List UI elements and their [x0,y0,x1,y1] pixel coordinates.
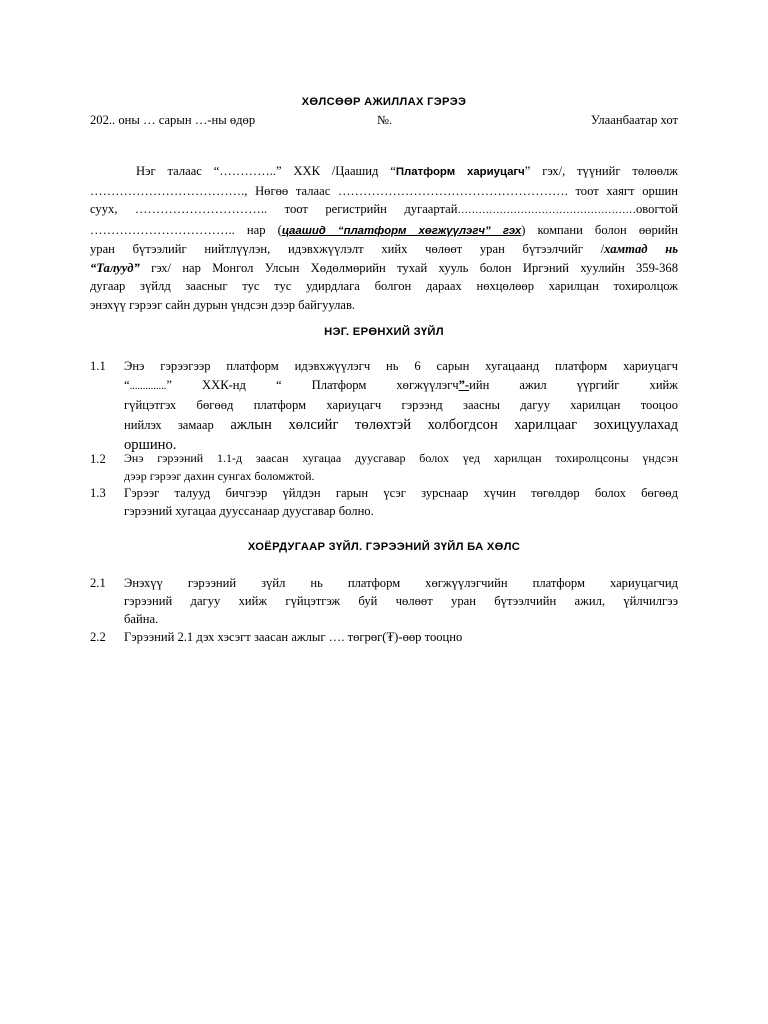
intro-text: ” гэх/, түүнийг төлөөлж [524,164,679,178]
clause-number: 1.3 [90,486,106,500]
clause-text [124,357,678,455]
clause-line: байна. [124,612,159,626]
section-1-heading: НЭГ. ЕРӨНХИЙ ЗҮЙЛ [324,326,444,338]
clause-text [124,574,678,628]
intro-line-5 [90,240,678,259]
intro-text: уран бүтээлийг нийтлүүлэн, идэвхжүүлэлт хийх чөлөөт уран бүтээлчийг / [90,242,605,256]
clause-text-part [276,378,678,392]
clause-number: 2.2 [90,630,106,644]
parties-term: “Талууд” [90,260,140,275]
clause-text [124,484,678,520]
intro-paragraph [90,162,678,314]
intro-line-4 [90,221,678,241]
clause-text-part: нийлэх замаар [124,417,214,432]
clause-text-part: ажлын хөлсийг төлөхтэй холбогдсон харилцааг зохицуулахад [230,416,678,433]
contract-date: 202.. оны … сарын …-ны өдөр [90,113,256,127]
intro-text: Нэг талаас “…………..” ХХК /Цаашид “ [136,164,396,178]
quote-mark: “ [124,377,130,392]
platform-developer-term: цаашид “платформ хөгжүүлэгч” гэх [281,224,522,237]
clause-text [124,450,678,485]
intro-text: суух, ………………………….. тоот регистрийн дугаартай [90,202,458,216]
document-title: ХӨЛСӨӨР АЖИЛЛАХ ГЭРЭЭ [301,96,467,108]
clause-line: Энэ гэрээний 1.1-д заасан хугацаа дуусгавар болох үед харилцан тохиролцсоны үндсэн [124,451,678,465]
intro-line-3 [90,200,678,221]
clause-number: 2.1 [90,576,106,590]
clause-line: дээр гэрээг дахин сунгах боломжтой. [124,468,315,483]
clause-line: гүйцэтгэх бөгөөд платформ хариуцагч гэрээнд заасны дагуу харилцан тооцоо [124,398,678,412]
clause-line: гэрээний дагуу хийж гүйцэтгэж буй чөлөөт уран бүтээлчийн ажил, үйлчилгээ [124,594,678,608]
intro-text: …………………………….. нар ( [90,222,282,237]
section-2-heading: ХОЁРДУГААР ЗҮЙЛ. ГЭРЭЭНИЙ ЗҮЙЛ БА ХӨЛС [247,541,521,553]
date-line [90,111,678,130]
parties-term: хамтад нь [604,242,678,256]
clause-text-part [124,378,172,392]
clause-line: Энэ гэрээгээр платформ идэвхжүүлэгч нь 6 сарын хугацаанд платформ хариуцагч [124,359,678,373]
clause-line: гэрээний хугацаа дууссанаар дуусгавар болно. [124,504,374,518]
clause-line: Гэрээний 2.1 дэх хэсэгт заасан ажлыг …. төгрөг(₮)-өөр тооцно [124,630,463,644]
intro-line-1 [90,162,678,182]
intro-line-7: дугаар зүйлд заасныг тус тус удирдлага болгон дараах нөхцөлөөр харилцан тохиролцож [90,279,678,293]
clause-line: Гэрээг талууд бичгээр үйлдэн гарын үсэг зурснаар хүчин төгөлдөр болох бөгөөд [124,486,678,500]
contract-place: Улаанбаатар хот [590,113,678,127]
platform-developer-term: “ Платформ хөгжүүлэгч [276,377,459,392]
clause-number: 1.2 [90,452,106,466]
contract-number: №. [377,113,393,127]
contract-page [90,0,678,1024]
clause-line: Энэхүү гэрээний зүйл нь платформ хөгжүүлэгчийн платформ хариуцагчид [124,576,678,590]
intro-line-6 [90,259,678,278]
clause-text [124,628,678,647]
quote-mark: ”- [458,377,470,392]
platform-manager-term: Платформ хариуцагч [395,166,525,178]
intro-text: гэх/ нар Монгол Улсын Хөдөлмөрийн тухай хууль болон Иргэний хуулийн 359-368 [139,260,678,275]
intro-text: овогтой [636,202,678,216]
intro-line-2: ………………………………., Нөгөө талаас ………………………………………………. тоот хаягт оршин [90,183,678,198]
intro-dots: …………………………………………… [457,205,636,216]
clause-line [124,376,678,397]
clause-number: 1.1 [90,359,106,373]
clause-line: оршино. [124,436,177,453]
clause-text-part: ХХК-нд [202,377,246,392]
placeholder-dots: .............. [129,380,167,392]
quote-mark: ” [166,377,172,392]
clause-text-part: ийн ажил үүргийг хийж [469,377,678,392]
intro-line-8: энэхүү гэрээг сайн дурын үндсэн дээр байгуулав. [90,297,356,312]
intro-text: ) компани болон өөрийн [521,222,678,237]
clause-line [124,415,678,435]
